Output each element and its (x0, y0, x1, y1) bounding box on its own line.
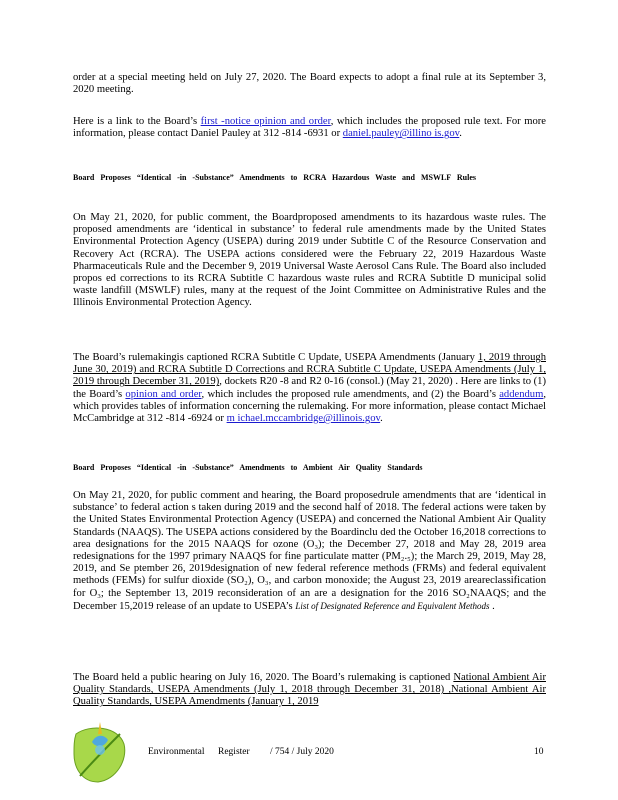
footer-issue: / 754 / July 2020 (270, 747, 334, 757)
paragraph-rcra-caption (73, 352, 546, 425)
text-segment: , which provides tables of information concerning the rulemaking. For more information, please contact Michael McCambridge at 312 -814 -6924 or (73, 388, 546, 425)
text-segment: . (459, 128, 462, 140)
paragraph-notice-link (73, 116, 546, 140)
text-segment: On May 21, 2020, for public comment and hearing, the Board proposedrule amendments that are ‘identical in substance’ to federal action s taken during 2019 and the second half of 2018. The federal actions were taken by the United States Environmental Protection Agency (USEPA) and concerned the National Ambient Air Quality Standards (NAAQS). The USEPA actions considered by the Boardinclu ded the October 16,2018 corrections to area designations for the 2015 NAAQS for ozone (O₃); the December 27, 2018 and May 28, 2019 area redesignations for the 1997 primary NAAQS for fine particulate matter (PM₂.₅); the March 29, 2019, May 28, 2019, and Se ptember 26, 2019designation of new federal reference methods (FRMs) and federal equivalent methods (FEMs) for sulfur dioxide (SO₂), O₃, and carbon monoxide; the August 23, 2019 areareclassification for O₃; the September 13, 2019 reconsideration of an are a designation for the 2016 SO₂NAAQS; and the December 15,2019 release of an update to USEPA’s (73, 490, 546, 612)
paragraph-air-quality-body (73, 490, 546, 613)
text-segment: , dockets R20 -8 and R2 0-16 (consol.) (May 21, 2020) . Here are links to (1) the Board’s (73, 376, 546, 400)
paragraph-meeting (73, 72, 546, 96)
text-segment: . (489, 600, 495, 612)
opinion-and-order-link[interactable]: opinion and order (125, 388, 202, 400)
text-segment: . (380, 413, 383, 425)
rulemaking-caption: National Ambient Air Quality Standards, USEPA Amendments (July 1, 2018 through December 31, 2018) ,National Ambient Air Quality Standards, USEPA Amendments (January 1, 2019 (73, 672, 546, 708)
text-segment: , which includes the proposed rule amendments, and (2) the Board’s (201, 388, 500, 400)
text-segment: Here is a link to the Board’s (73, 116, 201, 127)
footer-publication-register: Register (218, 747, 250, 757)
page-number: 10 (534, 747, 544, 757)
paragraph-rcra-body (73, 212, 546, 310)
email-link-mccambridge[interactable]: m ichael.mccambridge@illinois.gov (226, 413, 381, 425)
heading-rcra (73, 172, 546, 184)
first-notice-opinion-link[interactable]: first -notice opinion and order (200, 116, 331, 127)
heading-air-quality (73, 462, 546, 474)
rulemaking-caption: 1, 2019 through June 30, 2019) and RCRA Subtitle D Corrections and RCRA Subtitle C Update, USEPA Amendments (July 1, 2019 through December 31, 2019) (73, 352, 546, 388)
text-segment: , which includes the proposed rule text. For more information, please contact Daniel Pauley at 312 -814 -6931 or (73, 116, 546, 140)
email-link-pauley[interactable]: daniel.pauley@illino is.gov (342, 128, 460, 140)
paragraph-hearing (73, 672, 546, 709)
text-segment: The Board held a public hearing on July 16, 2020. The Board’s rulemaking is captioned (73, 672, 454, 683)
footer-publication-name: Environmental (148, 747, 205, 757)
paragraph-text: On May 21, 2020, for public comment, the Boardproposed amendments to its hazardous waste rules. The proposed amendments are ‘identical in substance’ to federal rule amendments made by the United States Environmental Protection Agency (USEPA) during 2019 under Subtitle C of the Resource Conservation and Recovery Act (RCRA). The USEPA actions considered were the February 22, 2019 Hazardous Waste Pharmaceuticals Rule and the December 9, 2019 Universal Waste Aerosol Cans Rule. The Board also included propos ed corrections to its RCRA Subtitle C hazardous waste rules and RCRA Subtitle D municipal solid waste landfill (MSWLF) rules, many at the request of the Joint Committee on Administrative Rules and the Illinois Environmental Protection Agency. (73, 212, 546, 309)
list-title: List of Designated Reference and Equivalent Methods (295, 600, 490, 611)
page-footer (0, 738, 618, 768)
section-heading: Board Proposes “Identical -in -Substance” Amendments to RCRA Hazardous Waste and MSWLF Rules (73, 173, 476, 182)
text-segment: The Board’s rulemakingis captioned RCRA Subtitle C Update, USEPA Amendments (January (73, 352, 478, 363)
section-heading: Board Proposes “Identical -in -Substance” Amendments to Ambient Air Quality Standards (73, 463, 423, 472)
addendum-link[interactable]: addendum (499, 388, 544, 400)
paragraph-text: order at a special meeting held on July 27, 2020. The Board expects to adopt a final rule at its September 3, 2020 meeting. (73, 72, 546, 96)
